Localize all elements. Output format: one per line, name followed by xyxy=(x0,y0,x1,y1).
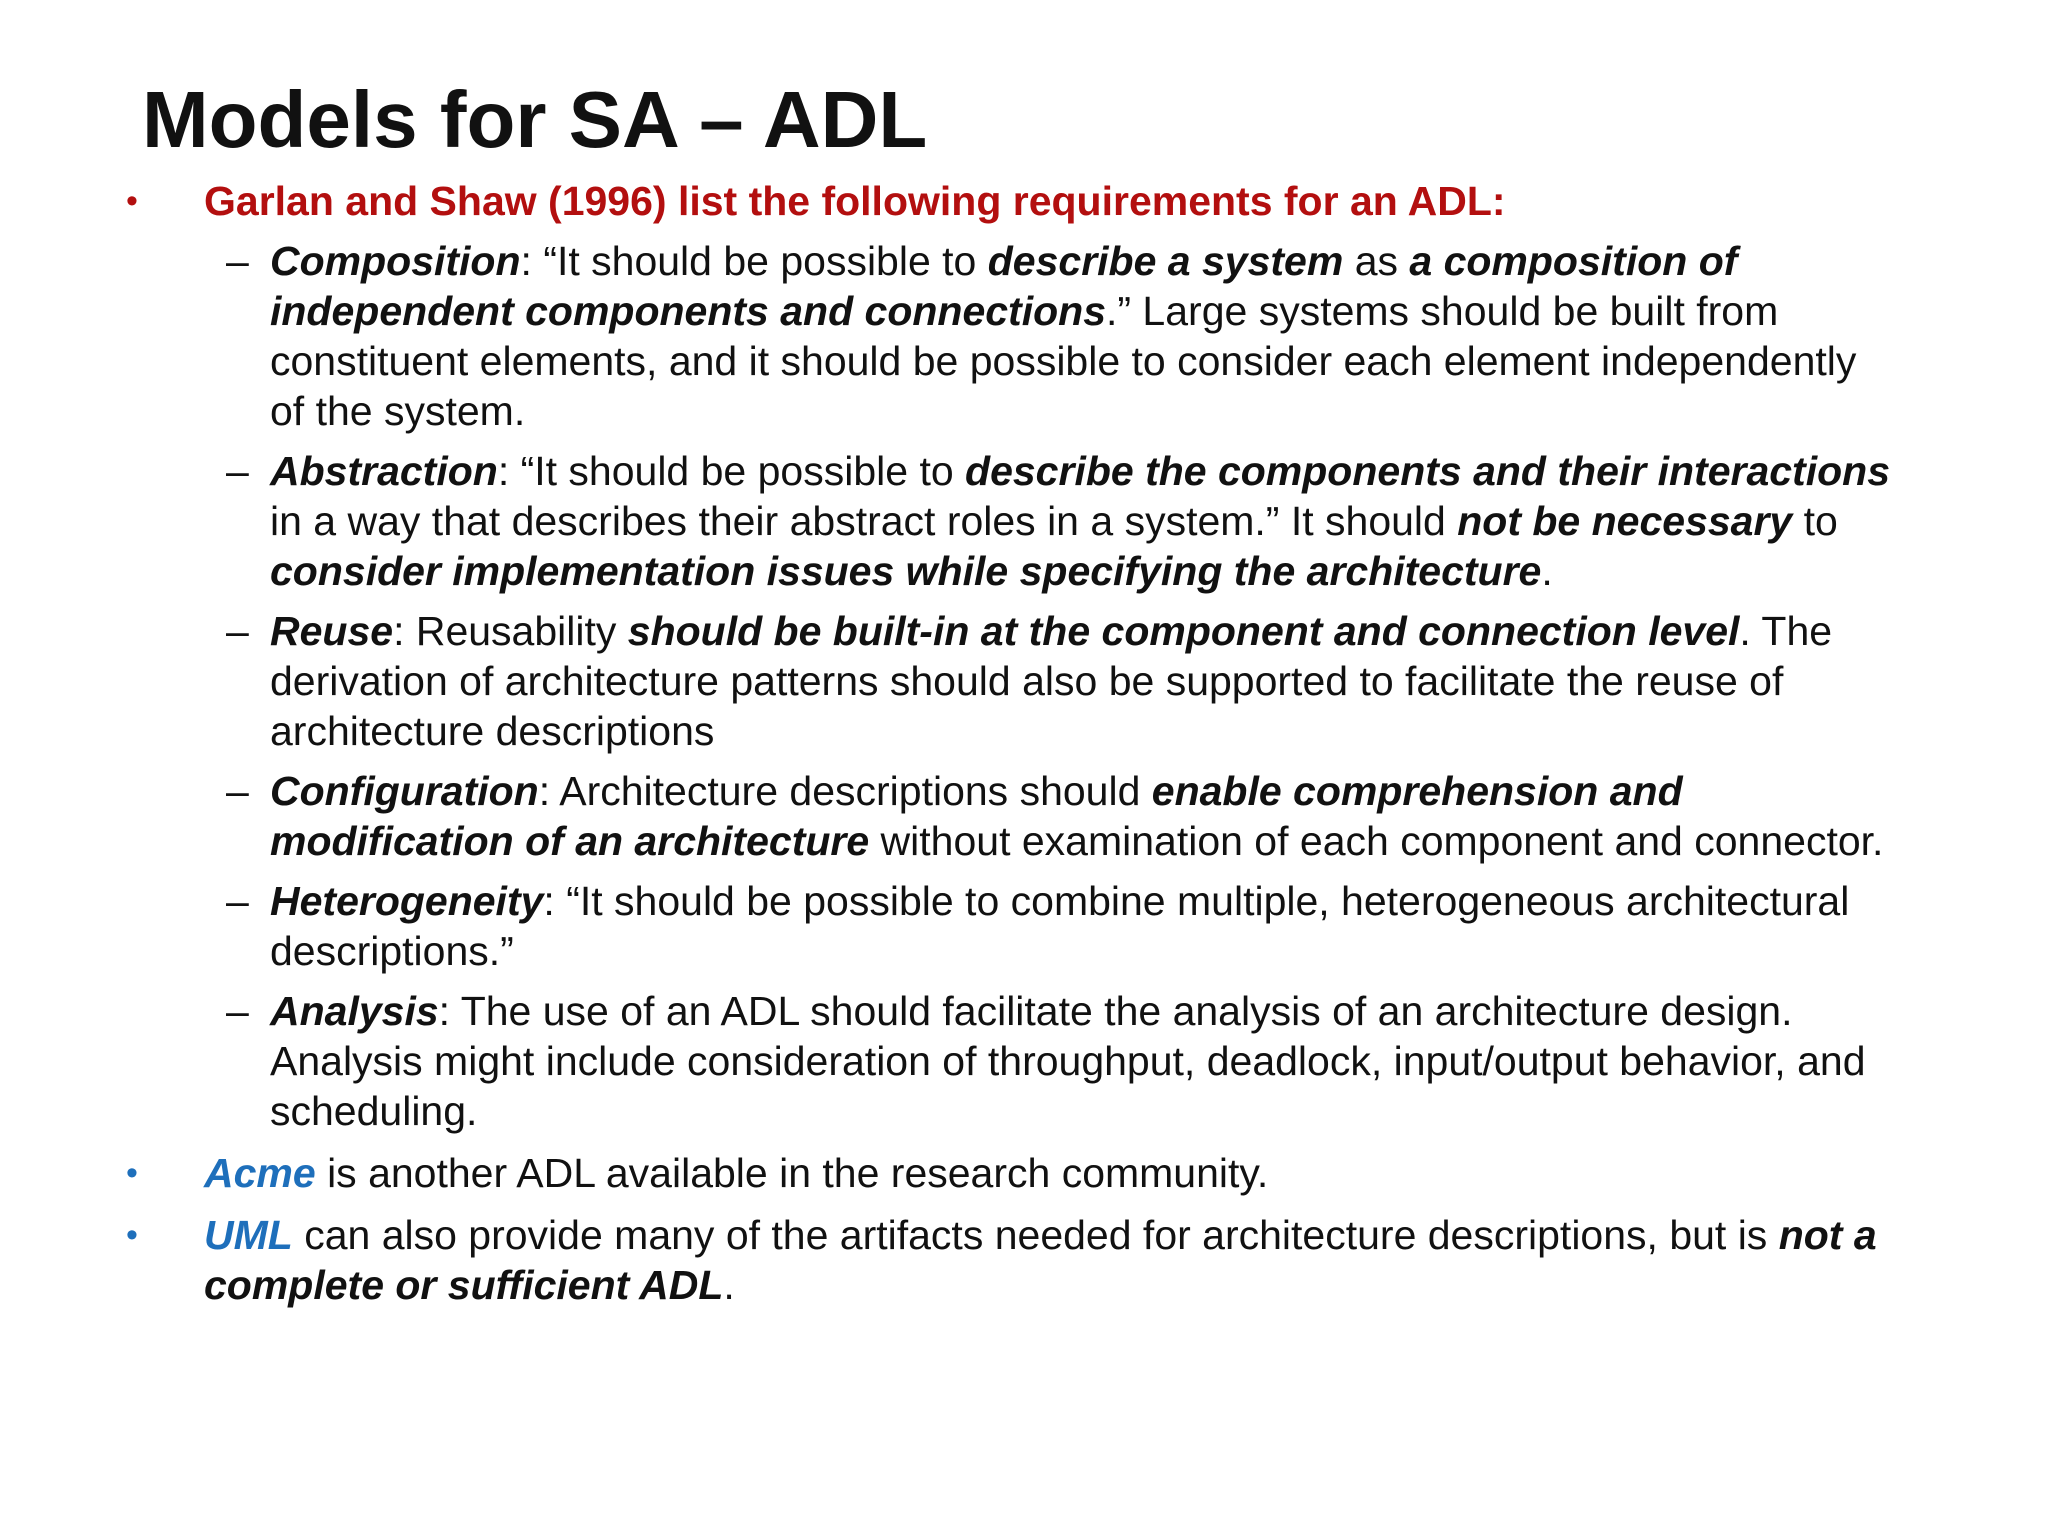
acme-term: Acme xyxy=(204,1150,316,1196)
heterogeneity-text-1: : “It should be possible to combine multiple, heterogeneous architectural descriptions.” xyxy=(270,878,1850,974)
bullet-intro xyxy=(120,176,1960,1136)
slide-title: Models for SA – ADL xyxy=(142,75,928,164)
bullet-acme xyxy=(120,1148,1960,1198)
composition-text-1: : “It should be possible to xyxy=(520,238,988,284)
bullet-uml xyxy=(120,1210,1960,1310)
dash-marker: – xyxy=(226,878,249,924)
abstraction-emph-3: consider implementation issues while specifying the architecture xyxy=(270,548,1542,594)
composition-text-3: .” Large systems should be built from constituent elements, and it should be possible to consider each element independently of the system. xyxy=(270,288,1857,434)
composition-emph-2: a composition of independent components and connections xyxy=(270,238,1738,334)
dash-marker: – xyxy=(226,988,249,1034)
requirement-abstraction xyxy=(120,446,1890,596)
composition-emph-1: describe a system xyxy=(987,238,1344,284)
bullet-marker: • xyxy=(126,1154,138,1192)
abstraction-term: Abstraction xyxy=(270,448,498,494)
dash-marker: – xyxy=(226,608,249,654)
composition-term: Composition xyxy=(270,238,521,284)
uml-term: UML xyxy=(204,1212,293,1258)
abstraction-emph-2: not be necessary xyxy=(1457,498,1793,544)
reuse-emph-1: should be built-in at the component and connection level xyxy=(627,608,1740,654)
slide-content xyxy=(120,176,1960,1322)
dash-marker: – xyxy=(226,768,249,814)
requirement-reuse xyxy=(120,606,1890,756)
bullet-marker: • xyxy=(126,182,138,220)
dash-marker: – xyxy=(226,448,249,494)
requirement-heterogeneity xyxy=(120,876,1890,976)
uml-emph-1: not a complete or sufficient ADL xyxy=(204,1212,1877,1308)
reuse-term: Reuse xyxy=(270,608,394,654)
configuration-text-1: : Architecture descriptions should xyxy=(538,768,1152,814)
heterogeneity-term: Heterogeneity xyxy=(270,878,544,924)
abstraction-text-2: in a way that describes their abstract roles in a system.” It should xyxy=(270,498,1458,544)
acme-text: is another ADL available in the research community. xyxy=(315,1150,1269,1196)
abstraction-text-1: : “It should be possible to xyxy=(497,448,966,494)
intro-text: Garlan and Shaw (1996) list the following requirements for an ADL: xyxy=(204,178,1506,224)
analysis-text-1: : The use of an ADL should facilitate the analysis of an architecture design. Analysis might include consideration of throughput, deadlock, input/output behavior, and scheduling. xyxy=(270,988,1866,1134)
abstraction-text-3: to xyxy=(1792,498,1838,544)
reuse-text-1: : Reusability xyxy=(393,608,628,654)
dash-marker: – xyxy=(226,238,249,284)
requirement-analysis xyxy=(120,986,1890,1136)
uml-text-2: . xyxy=(723,1262,735,1308)
requirement-configuration xyxy=(120,766,1890,866)
requirement-composition xyxy=(120,236,1890,436)
reuse-text-2: . The derivation of architecture patterns should also be supported to facilitate the reuse of architecture descriptions xyxy=(270,608,1833,754)
composition-text-2: as xyxy=(1343,238,1410,284)
abstraction-text-4: . xyxy=(1541,548,1553,594)
configuration-text-2: without examination of each component and connector. xyxy=(869,818,1884,864)
configuration-emph-1: enable comprehension and modification of an architecture xyxy=(270,768,1683,864)
uml-text-1: can also provide many of the artifacts needed for architecture descriptions, but is xyxy=(292,1212,1779,1258)
analysis-term: Analysis xyxy=(270,988,439,1034)
bullet-marker: • xyxy=(126,1216,138,1254)
abstraction-emph-1: describe the components and their interactions xyxy=(965,448,1890,494)
configuration-term: Configuration xyxy=(270,768,539,814)
